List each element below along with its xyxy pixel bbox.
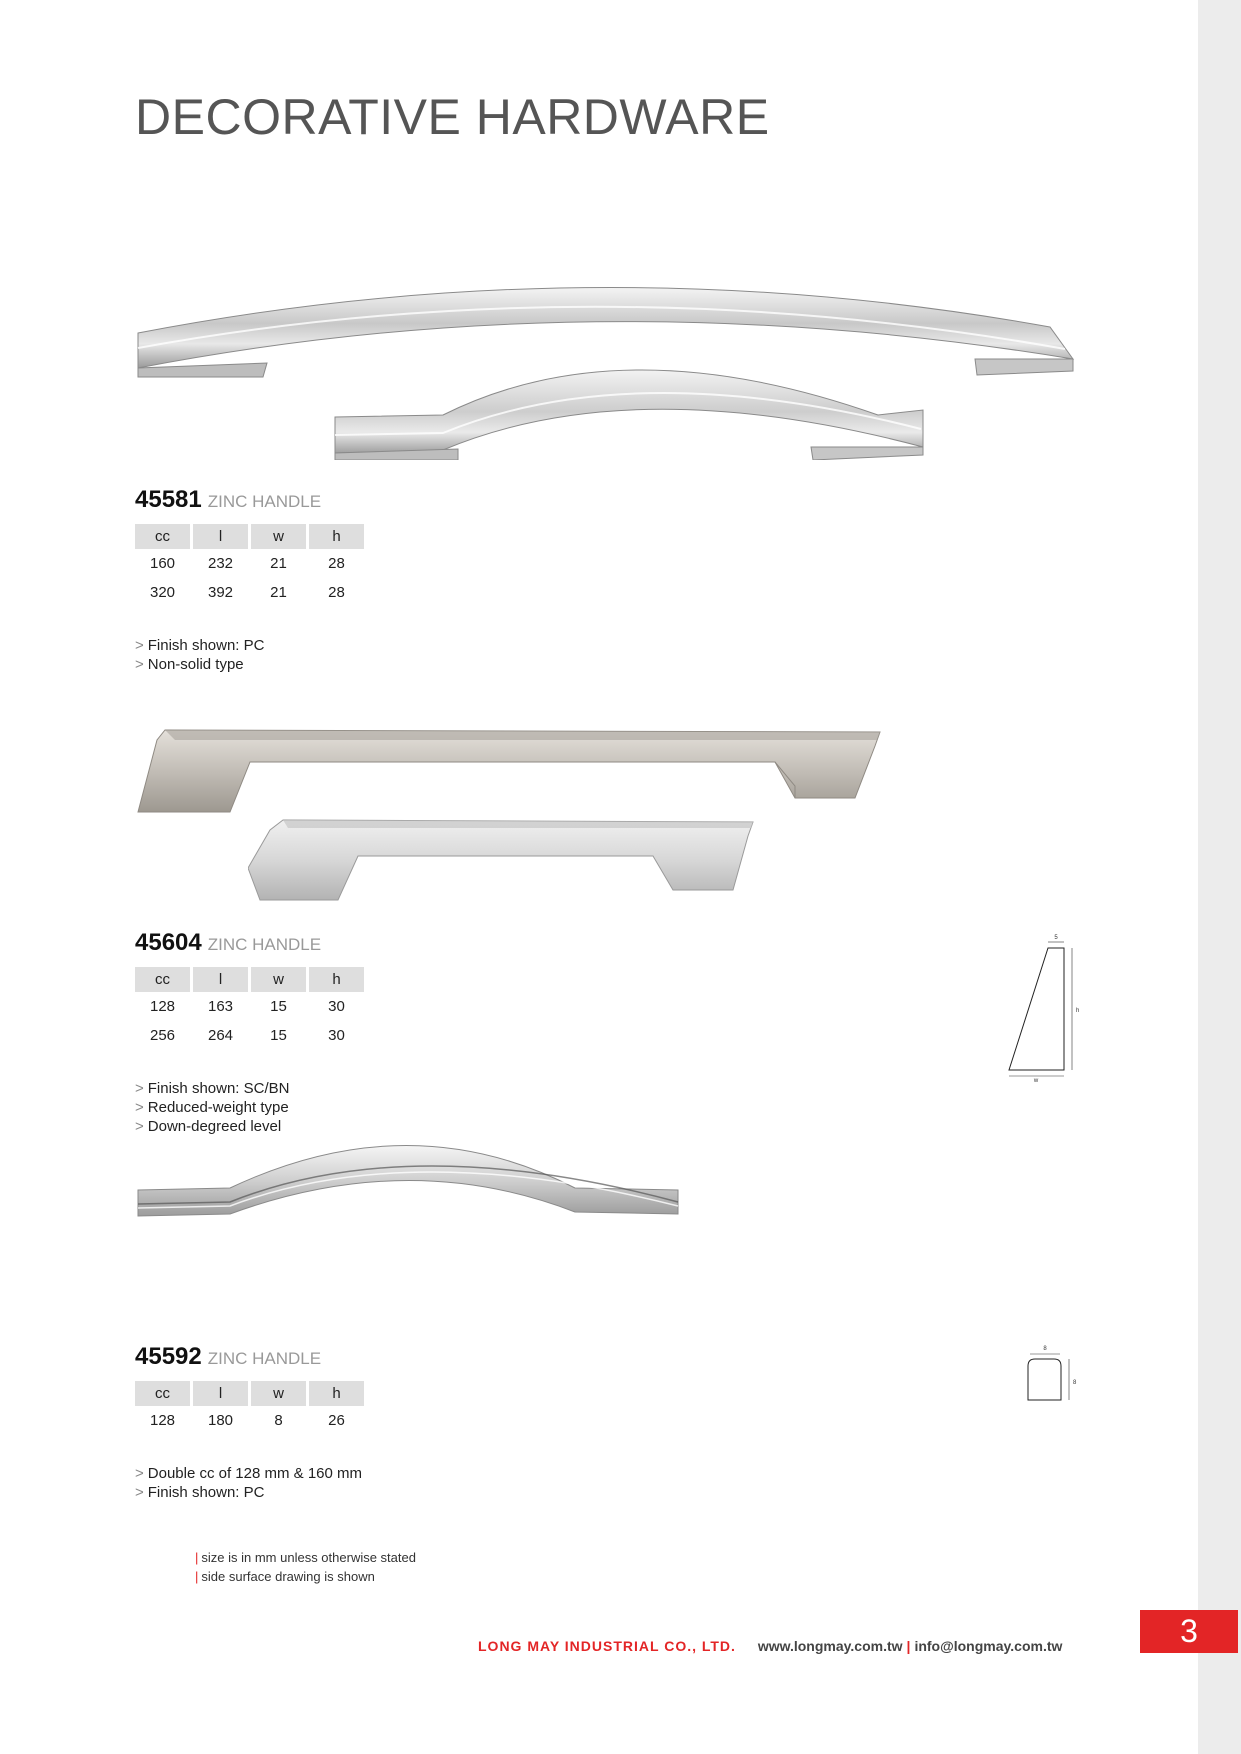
spec-row <box>135 992 364 1021</box>
footer-separator: | <box>906 1638 911 1654</box>
product-image-45604-long <box>135 726 885 816</box>
spec-row <box>135 578 364 607</box>
page-number: 3 <box>1140 1610 1238 1653</box>
product-heading-45604 <box>135 929 321 957</box>
cell-w: 15 <box>270 998 287 1015</box>
note-item: > Non-solid type <box>135 656 244 673</box>
spec-table-45581 <box>132 524 367 607</box>
cell-w: 21 <box>270 584 287 601</box>
cell-w: 8 <box>274 1412 283 1429</box>
cell-h: 30 <box>328 1027 345 1044</box>
product-code: 45592 <box>135 1343 202 1370</box>
header-h: h <box>309 1381 364 1406</box>
cell-cc: 256 <box>149 1027 176 1044</box>
bullet-arrow-icon: > <box>135 1465 144 1482</box>
page-title: DECORATIVE HARDWARE <box>135 89 770 145</box>
cell-l: 232 <box>207 555 234 572</box>
product-heading-45581 <box>135 486 321 514</box>
header-cc: cc <box>135 524 190 549</box>
spec-row <box>135 1021 364 1050</box>
cell-w: 15 <box>270 1027 287 1044</box>
header-cc: cc <box>135 967 190 992</box>
product-name: ZINC HANDLE <box>207 492 322 511</box>
website-link[interactable]: www.longmay.com.tw <box>757 1638 903 1654</box>
bullet-arrow-icon: > <box>135 1080 144 1097</box>
bullet-arrow-icon: > <box>135 1484 144 1501</box>
cross-section-diagram-45604 <box>1000 932 1085 1082</box>
bullet-arrow-icon: > <box>135 656 144 673</box>
notes-45581 <box>135 636 264 674</box>
footnotes <box>195 1548 416 1586</box>
company-name: LONG MAY INDUSTRIAL CO., LTD. <box>478 1638 736 1654</box>
header-l: l <box>193 1381 248 1406</box>
dim-label-top: 5 <box>1054 935 1058 941</box>
red-bar-icon: | <box>195 1550 199 1565</box>
cell-cc: 128 <box>149 998 176 1015</box>
spec-row <box>135 549 364 578</box>
footnote-item: | side surface drawing is shown <box>195 1569 375 1584</box>
note-item: > Double cc of 128 mm & 160 mm <box>135 1465 363 1482</box>
dim-label-top: 8 <box>1043 1346 1047 1352</box>
product-code: 45581 <box>135 486 202 513</box>
note-item: > Down-degreed level <box>135 1118 282 1135</box>
product-heading-45592 <box>135 1343 321 1371</box>
cell-cc: 320 <box>149 584 176 601</box>
header-w: w <box>251 1381 306 1406</box>
dim-label-side: h <box>1076 1008 1080 1014</box>
footnote-item: | size is in mm unless otherwise stated <box>195 1550 416 1565</box>
product-image-45581-short <box>333 365 926 460</box>
spec-table-45592 <box>132 1381 367 1435</box>
cell-h: 30 <box>328 998 345 1015</box>
header-l: l <box>193 524 248 549</box>
cell-l: 163 <box>207 998 234 1015</box>
header-cc: cc <box>135 1381 190 1406</box>
product-name: ZINC HANDLE <box>207 935 322 954</box>
note-item: > Finish shown: PC <box>135 1484 265 1501</box>
cell-l: 180 <box>207 1412 234 1429</box>
notes-45604 <box>135 1079 289 1136</box>
dim-label-side: 8 <box>1073 1380 1077 1386</box>
dim-label-bottom: w <box>1033 1078 1039 1082</box>
product-image-45604-short <box>248 818 758 902</box>
red-bar-icon: | <box>195 1569 199 1584</box>
note-item: > Finish shown: SC/BN <box>135 1080 290 1097</box>
cell-h: 26 <box>328 1412 345 1429</box>
notes-45592 <box>135 1464 362 1502</box>
note-item: > Reduced-weight type <box>135 1099 289 1116</box>
cell-l: 392 <box>207 584 234 601</box>
cell-h: 28 <box>328 584 345 601</box>
footer <box>478 1638 1062 1654</box>
spec-table-45604 <box>132 967 367 1050</box>
cell-cc: 128 <box>149 1412 176 1429</box>
header-w: w <box>251 524 306 549</box>
header-l: l <box>193 967 248 992</box>
email-link[interactable]: info@longmay.com.tw <box>914 1638 1063 1654</box>
spec-header-row <box>135 1381 364 1406</box>
product-code: 45604 <box>135 929 202 956</box>
bullet-arrow-icon: > <box>135 1118 144 1135</box>
note-item: > Finish shown: PC <box>135 637 265 654</box>
spec-header-row <box>135 524 364 549</box>
cross-section-diagram-45592 <box>1020 1342 1082 1402</box>
cell-l: 264 <box>207 1027 234 1044</box>
cell-w: 21 <box>270 555 287 572</box>
bullet-arrow-icon: > <box>135 637 144 654</box>
cell-h: 28 <box>328 555 345 572</box>
header-w: w <box>251 967 306 992</box>
spec-header-row <box>135 967 364 992</box>
side-margin-strip <box>1198 0 1241 1754</box>
bullet-arrow-icon: > <box>135 1099 144 1116</box>
spec-row <box>135 1406 364 1435</box>
product-name: ZINC HANDLE <box>207 1349 322 1368</box>
header-h: h <box>309 967 364 992</box>
header-h: h <box>309 524 364 549</box>
cell-cc: 160 <box>149 555 176 572</box>
product-image-45592 <box>135 1138 681 1218</box>
